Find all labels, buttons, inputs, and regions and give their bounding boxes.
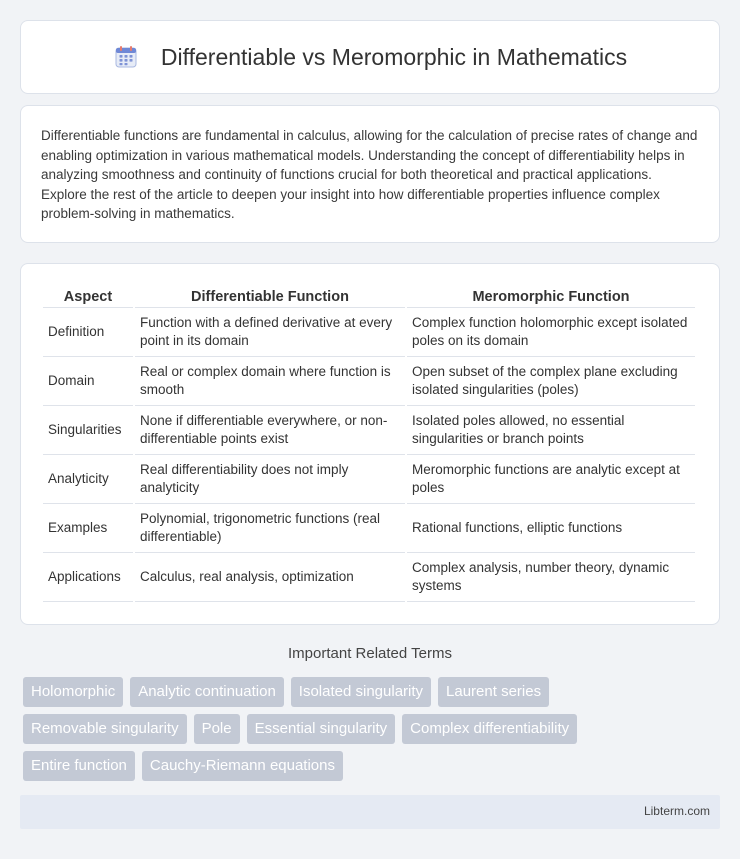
cell-meromorphic: Isolated poles allowed, no essential singularities or branch points [407,406,695,455]
cell-aspect: Domain [43,357,133,406]
cell-differentiable: Polynomial, trigonometric functions (real differentiable) [135,504,405,553]
tag-analytic-continuation[interactable]: Analytic continuation [130,677,284,707]
title-card [20,20,720,94]
table-row [43,357,695,406]
tag-complex-differentiability[interactable]: Complex differentiability [402,714,577,744]
comparison-table [41,286,697,602]
cell-meromorphic: Open subset of the complex plane excluding isolated singularities (poles) [407,357,695,406]
footer-site-link[interactable]: Libterm.com [643,804,710,818]
cell-aspect: Definition [43,308,133,357]
calendar-grid-icon [113,44,139,70]
cell-differentiable: Real differentiability does not imply analyticity [135,455,405,504]
tag-row [23,714,723,744]
cell-aspect: Singularities [43,406,133,455]
tag-pole[interactable]: Pole [194,714,240,744]
cell-aspect: Applications [43,553,133,602]
cell-meromorphic: Rational functions, elliptic functions [407,504,695,553]
table-row [43,455,695,504]
footer [20,795,720,829]
cell-differentiable: Real or complex domain where function is smooth [135,357,405,406]
cell-aspect: Examples [43,504,133,553]
header-aspect: Aspect [43,286,133,308]
tag-cauchy-riemann-equations[interactable]: Cauchy-Riemann equations [142,751,343,781]
table-row [43,308,695,357]
cell-meromorphic: Complex function holomorphic except isolated poles on its domain [407,308,695,357]
cell-aspect: Analyticity [43,455,133,504]
header-meromorphic: Meromorphic Function [407,286,695,308]
related-terms-list [23,677,723,788]
page-title: Differentiable vs Meromorphic in Mathematics [160,43,628,70]
tag-row [23,677,723,707]
tag-removable-singularity[interactable]: Removable singularity [23,714,187,744]
intro-paragraph: Differentiable functions are fundamental in calculus, allowing for the calculation of precise rates of change and enabling optimization in various mathematical models. Understanding the concept of differentiability helps in analyzing smoothness and continuity of functions crucial for both theoretical and practical applications. Explore the rest of the article to deepen your insight into how differentiable properties influence complex problem-solving in mathematics. [41,128,698,221]
related-terms-heading: Important Related Terms [288,645,452,662]
cell-differentiable: Function with a defined derivative at every point in its domain [135,308,405,357]
table-header-row [43,286,695,308]
intro-card [20,105,720,243]
header-differentiable: Differentiable Function [135,286,405,308]
tag-isolated-singularity[interactable]: Isolated singularity [291,677,431,707]
tag-row [23,751,723,781]
cell-differentiable: Calculus, real analysis, optimization [135,553,405,602]
table-row [43,553,695,602]
tag-holomorphic[interactable]: Holomorphic [23,677,123,707]
tag-entire-function[interactable]: Entire function [23,751,135,781]
table-row [43,504,695,553]
tag-laurent-series[interactable]: Laurent series [438,677,549,707]
table-row [43,406,695,455]
tag-essential-singularity[interactable]: Essential singularity [247,714,396,744]
cell-differentiable: None if differentiable everywhere, or non-differentiable points exist [135,406,405,455]
comparison-card [20,263,720,625]
cell-meromorphic: Meromorphic functions are analytic except at poles [407,455,695,504]
cell-meromorphic: Complex analysis, number theory, dynamic systems [407,553,695,602]
